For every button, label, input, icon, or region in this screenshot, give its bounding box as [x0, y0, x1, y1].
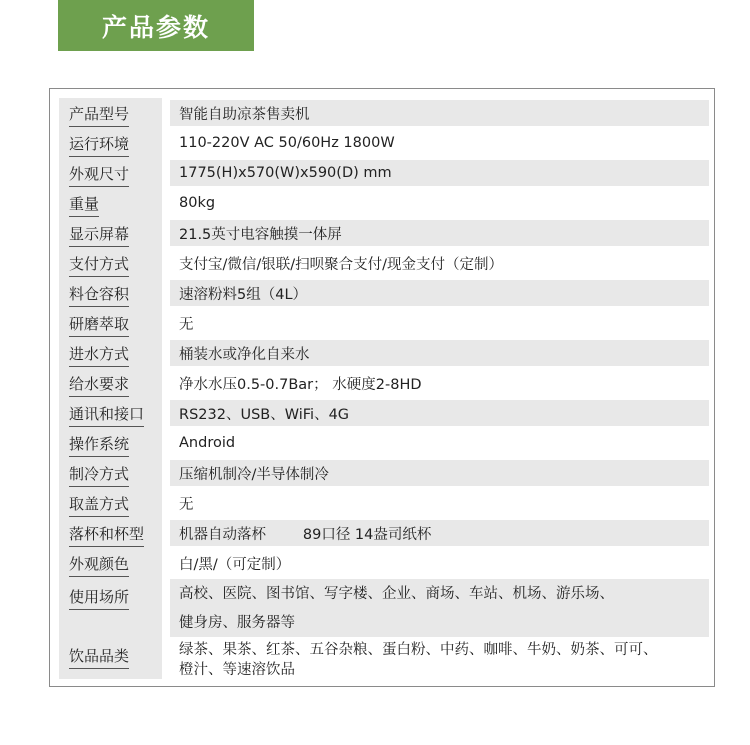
param-value: 1775(H)x570(W)x590(D) mm: [170, 160, 709, 186]
param-label: 落杯和杯型: [69, 526, 144, 547]
param-value: [170, 640, 709, 680]
param-label: 研磨萃取: [69, 316, 129, 337]
param-label: 取盖方式: [69, 496, 129, 517]
param-value: 无: [179, 316, 194, 333]
param-label: 运行环境: [69, 136, 129, 157]
param-row: [59, 100, 709, 126]
param-value-line: 健身房、服务器等: [179, 614, 295, 631]
param-row: [59, 310, 709, 336]
param-value: 桶装水或净化自来水: [170, 340, 709, 366]
param-label: 操作系统: [69, 436, 129, 457]
param-label: 通讯和接口: [69, 406, 144, 427]
param-row: [59, 490, 709, 516]
section-title: 产品参数: [101, 12, 210, 42]
param-row: [59, 640, 709, 680]
param-row: [59, 160, 709, 186]
param-value: 智能自助凉茶售卖机: [170, 100, 709, 126]
param-row: [59, 370, 709, 396]
param-row: [59, 250, 709, 276]
param-value: 压缩机制冷/半导体制冷: [170, 460, 709, 486]
param-label: 给水要求: [69, 376, 129, 397]
param-value: Android: [179, 435, 236, 451]
param-value: 21.5英寸电容触摸一体屏: [170, 220, 709, 246]
param-label: 重量: [69, 196, 99, 217]
param-value: 110-220V AC 50/60Hz 1800W: [179, 135, 395, 151]
param-value: 支付宝/微信/银联/扫呗聚合支付/现金支付（定制）: [179, 256, 504, 273]
param-value: 无: [179, 496, 194, 513]
param-label: 饮品品类: [69, 648, 129, 669]
param-value: 白/黑/（可定制）: [179, 556, 291, 573]
param-label: 外观尺寸: [69, 166, 129, 187]
param-row: [59, 430, 709, 456]
param-value: [170, 579, 709, 637]
param-label: 料仓容积: [69, 286, 129, 307]
param-row: [59, 579, 709, 637]
section-title-banner: [58, 0, 254, 51]
param-value: RS232、USB、WiFi、4G: [170, 400, 709, 426]
param-label: 产品型号: [69, 106, 129, 127]
param-row: [59, 340, 709, 366]
param-row: [59, 520, 709, 546]
param-value: 机器自动落杯 89口径 14盎司纸杯: [170, 520, 709, 546]
param-row: [59, 280, 709, 306]
param-row: [59, 550, 709, 576]
param-label: 进水方式: [69, 346, 129, 367]
param-row: [59, 400, 709, 426]
param-value: 速溶粉料5组（4L）: [170, 280, 709, 306]
param-row: [59, 220, 709, 246]
param-value-line: 绿茶、果茶、红茶、五谷杂粮、蛋白粉、中药、咖啡、牛奶、奶茶、可可、: [179, 642, 658, 658]
param-row: [59, 460, 709, 486]
param-row: [59, 130, 709, 156]
param-label: 外观颜色: [69, 556, 129, 577]
param-label: 显示屏幕: [69, 226, 129, 247]
param-label: 支付方式: [69, 256, 129, 277]
param-value: 净水水压0.5-0.7Bar； 水硬度2-8HD: [179, 376, 422, 393]
param-label: 使用场所: [69, 589, 129, 610]
param-label: 制冷方式: [69, 466, 129, 487]
param-value: 80kg: [179, 195, 216, 211]
param-value-line: 高校、医院、图书馆、写字楼、企业、商场、车站、机场、游乐场、: [179, 585, 614, 602]
param-value-line: 橙汁、等速溶饮品: [179, 662, 295, 678]
param-row: [59, 190, 709, 216]
